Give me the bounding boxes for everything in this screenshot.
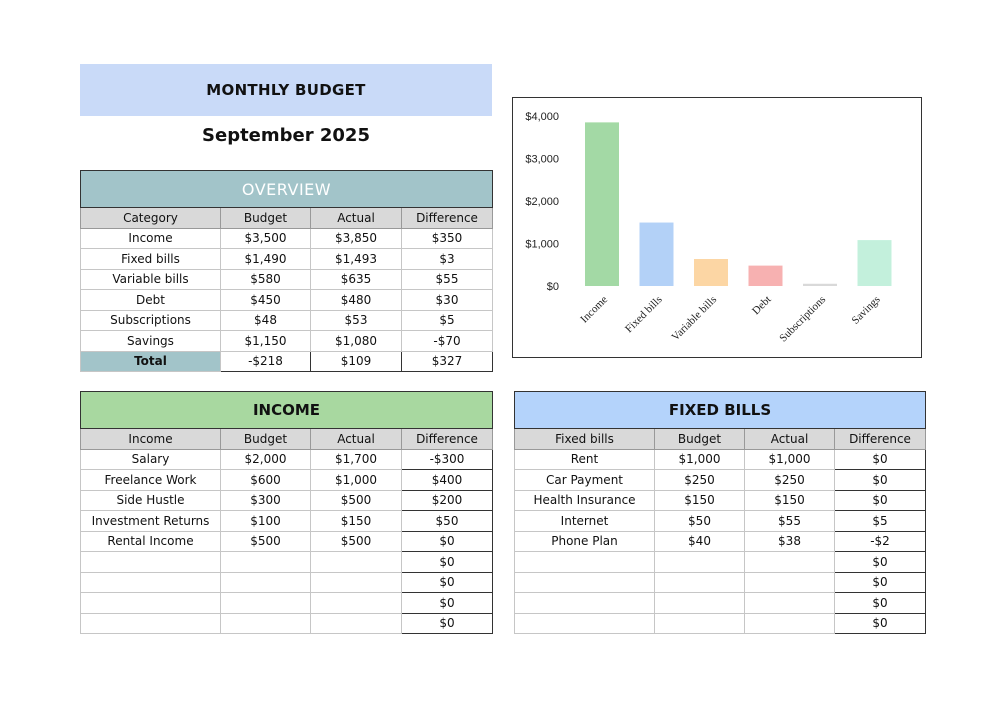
cell[interactable]: $500 — [221, 531, 311, 552]
cell[interactable]: $1,080 — [311, 331, 402, 352]
difference-cell[interactable]: $50 — [402, 511, 493, 532]
table-row — [515, 531, 926, 552]
cell[interactable]: $1,000 — [311, 470, 402, 491]
column-header: Difference — [402, 208, 493, 229]
cell[interactable]: $40 — [655, 531, 745, 552]
budget-period: September 2025 — [202, 124, 370, 146]
fixed-bills-title: FIXED BILLS — [515, 392, 926, 429]
difference-cell[interactable]: $0 — [835, 572, 926, 593]
cell[interactable] — [81, 593, 221, 614]
bar-debt[interactable] — [749, 266, 783, 286]
table-row — [515, 552, 926, 573]
cell[interactable]: $55 — [745, 511, 835, 532]
cell[interactable]: Rental Income — [81, 531, 221, 552]
y-tick-label: $4,000 — [525, 111, 559, 123]
cell[interactable] — [81, 572, 221, 593]
bar-variable-bills[interactable] — [694, 259, 728, 286]
cell[interactable]: $150 — [655, 490, 745, 511]
cell[interactable]: $580 — [221, 269, 311, 290]
cell[interactable]: $450 — [221, 290, 311, 311]
cell[interactable] — [745, 613, 835, 634]
difference-cell[interactable]: -$300 — [402, 449, 493, 470]
cell[interactable] — [81, 613, 221, 634]
cell[interactable]: $1,000 — [655, 449, 745, 470]
difference-cell[interactable]: $0 — [835, 593, 926, 614]
column-header: Difference — [402, 429, 493, 450]
cell[interactable] — [745, 593, 835, 614]
difference-cell[interactable]: -$2 — [835, 531, 926, 552]
y-tick-label: $3,000 — [525, 153, 559, 166]
cell[interactable]: $350 — [402, 228, 493, 249]
difference-cell[interactable]: $0 — [402, 552, 493, 573]
bar-fixed-bills[interactable] — [640, 223, 674, 286]
overview-bar-chart — [512, 97, 922, 358]
cell[interactable] — [515, 552, 655, 573]
cell[interactable]: $300 — [221, 490, 311, 511]
column-header: Difference — [835, 429, 926, 450]
cell[interactable]: $38 — [745, 531, 835, 552]
difference-cell[interactable]: $0 — [835, 449, 926, 470]
cell[interactable] — [221, 613, 311, 634]
cell[interactable]: $53 — [311, 310, 402, 331]
difference-cell[interactable]: $0 — [835, 613, 926, 634]
difference-cell[interactable]: $200 — [402, 490, 493, 511]
cell[interactable] — [311, 552, 402, 573]
overview-title: OVERVIEW — [81, 171, 493, 208]
column-header: Actual — [311, 429, 402, 450]
cell[interactable] — [515, 572, 655, 593]
table-row — [81, 552, 493, 573]
table-row — [81, 269, 493, 290]
cell[interactable]: $250 — [655, 470, 745, 491]
table-row — [81, 470, 493, 491]
difference-cell[interactable]: $0 — [835, 552, 926, 573]
page-title: MONTHLY BUDGET — [80, 64, 492, 116]
column-header: Fixed bills — [515, 429, 655, 450]
bar-income[interactable] — [585, 122, 619, 286]
cell[interactable]: $2,000 — [221, 449, 311, 470]
x-category-label: Subscriptions — [777, 293, 829, 345]
cell[interactable]: -$218 — [221, 351, 311, 372]
cell[interactable] — [221, 552, 311, 573]
column-header: Income — [81, 429, 221, 450]
cell[interactable] — [745, 552, 835, 573]
cell[interactable]: $635 — [311, 269, 402, 290]
difference-cell[interactable]: $0 — [835, 490, 926, 511]
cell[interactable] — [81, 552, 221, 573]
cell[interactable]: Salary — [81, 449, 221, 470]
cell[interactable]: $150 — [311, 511, 402, 532]
income-table — [80, 391, 493, 634]
table-row — [81, 449, 493, 470]
overview-table — [80, 170, 493, 372]
cell[interactable]: Variable bills — [81, 269, 221, 290]
bar-subscriptions[interactable] — [803, 284, 837, 286]
column-header: Actual — [745, 429, 835, 450]
difference-cell[interactable]: $5 — [835, 511, 926, 532]
x-category-label: Variable bills — [669, 293, 720, 344]
difference-cell[interactable]: $0 — [402, 531, 493, 552]
cell[interactable]: Health Insurance — [515, 490, 655, 511]
cell[interactable]: $1,700 — [311, 449, 402, 470]
table-row — [81, 511, 493, 532]
cell[interactable] — [311, 593, 402, 614]
y-tick-label: $1,000 — [525, 238, 559, 251]
column-header: Budget — [221, 429, 311, 450]
y-tick-label: $2,000 — [525, 196, 559, 208]
table-row — [81, 310, 493, 331]
column-header: Actual — [311, 208, 402, 229]
column-header: Budget — [655, 429, 745, 450]
fixed-bills-rows — [515, 449, 926, 634]
cell[interactable] — [745, 572, 835, 593]
table-row — [81, 572, 493, 593]
cell[interactable]: Internet — [515, 511, 655, 532]
x-category-label: Fixed bills — [623, 293, 665, 336]
fixed-bills-table — [514, 391, 926, 634]
cell[interactable] — [311, 572, 402, 593]
cell[interactable]: $1,490 — [221, 249, 311, 270]
table-row — [81, 331, 493, 352]
cell[interactable]: $100 — [221, 511, 311, 532]
chart-svg — [513, 98, 921, 357]
cell[interactable]: Freelance Work — [81, 470, 221, 491]
x-category-label: Debt — [750, 293, 774, 318]
table-row — [81, 228, 493, 249]
table-row — [515, 572, 926, 593]
difference-cell[interactable]: $0 — [402, 593, 493, 614]
bar-savings[interactable] — [858, 240, 892, 286]
x-category-label: Savings — [849, 293, 883, 327]
table-row — [515, 470, 926, 491]
cell[interactable] — [221, 572, 311, 593]
income-rows — [81, 449, 493, 634]
cell[interactable]: Income — [81, 228, 221, 249]
table-row — [515, 449, 926, 470]
cell[interactable]: $3,850 — [311, 228, 402, 249]
cell[interactable]: $327 — [402, 351, 493, 372]
cell[interactable]: Savings — [81, 331, 221, 352]
cell[interactable]: $480 — [311, 290, 402, 311]
difference-cell[interactable]: $400 — [402, 470, 493, 491]
cell[interactable] — [655, 613, 745, 634]
difference-cell[interactable]: $0 — [402, 613, 493, 634]
cell[interactable]: Side Hustle — [81, 490, 221, 511]
cell[interactable] — [655, 593, 745, 614]
cell[interactable]: $109 — [311, 351, 402, 372]
cell[interactable]: $150 — [745, 490, 835, 511]
table-row — [81, 531, 493, 552]
cell[interactable]: $50 — [655, 511, 745, 532]
cell[interactable] — [515, 613, 655, 634]
column-header: Budget — [221, 208, 311, 229]
total-row — [81, 351, 493, 372]
table-row — [515, 593, 926, 614]
cell[interactable]: $3 — [402, 249, 493, 270]
table-row — [81, 249, 493, 270]
cell[interactable]: -$70 — [402, 331, 493, 352]
cell[interactable]: $500 — [311, 531, 402, 552]
cell[interactable]: $500 — [311, 490, 402, 511]
x-category-label: Income — [578, 293, 611, 326]
cell[interactable]: $600 — [221, 470, 311, 491]
cell[interactable] — [221, 593, 311, 614]
total-label[interactable]: Total — [81, 351, 221, 372]
cell[interactable]: $55 — [402, 269, 493, 290]
cell[interactable]: Rent — [515, 449, 655, 470]
cell[interactable]: $250 — [745, 470, 835, 491]
table-row — [515, 490, 926, 511]
cell[interactable]: $1,150 — [221, 331, 311, 352]
table-row — [81, 490, 493, 511]
cell[interactable]: Debt — [81, 290, 221, 311]
table-row — [515, 613, 926, 634]
cell[interactable]: Investment Returns — [81, 511, 221, 532]
cell[interactable]: Car Payment — [515, 470, 655, 491]
table-row — [81, 593, 493, 614]
table-row — [81, 290, 493, 311]
column-header: Category — [81, 208, 221, 229]
table-row — [81, 613, 493, 634]
cell[interactable]: Phone Plan — [515, 531, 655, 552]
difference-cell[interactable]: $0 — [402, 572, 493, 593]
cell[interactable]: $1,000 — [745, 449, 835, 470]
cell[interactable]: $1,493 — [311, 249, 402, 270]
cell[interactable]: $5 — [402, 310, 493, 331]
cell[interactable]: Subscriptions — [81, 310, 221, 331]
income-title: INCOME — [81, 392, 493, 429]
cell[interactable] — [655, 552, 745, 573]
table-row — [515, 511, 926, 532]
difference-cell[interactable]: $0 — [835, 470, 926, 491]
cell[interactable]: Fixed bills — [81, 249, 221, 270]
cell[interactable]: $3,500 — [221, 228, 311, 249]
cell[interactable]: $48 — [221, 310, 311, 331]
y-tick-label: $0 — [546, 281, 559, 293]
cell[interactable] — [655, 572, 745, 593]
cell[interactable] — [311, 613, 402, 634]
cell[interactable] — [515, 593, 655, 614]
cell[interactable]: $30 — [402, 290, 493, 311]
